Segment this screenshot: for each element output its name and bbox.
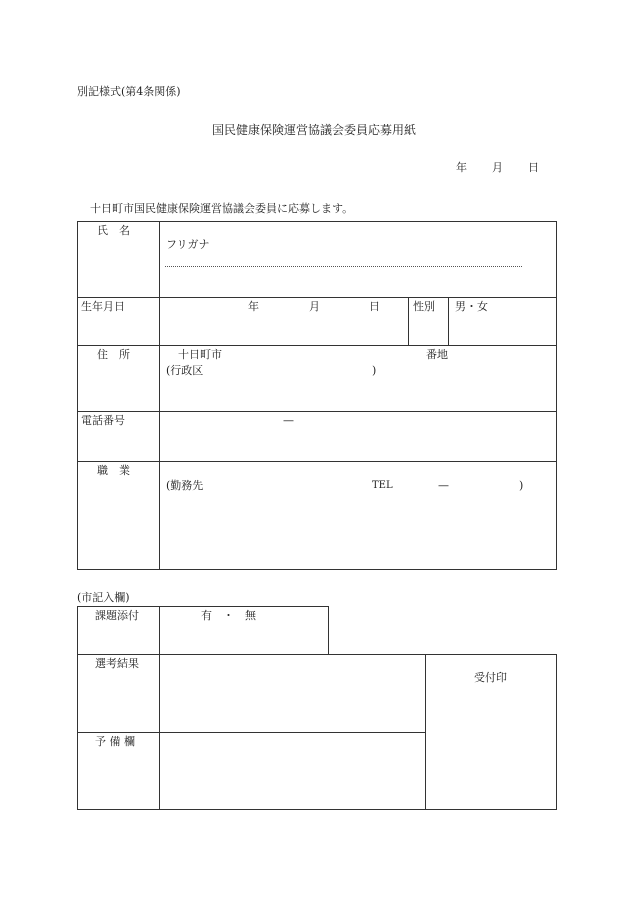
- name-label: 氏 名: [97, 224, 130, 237]
- name-field[interactable]: [165, 270, 550, 294]
- birth-year-label: 年: [248, 300, 259, 313]
- reserve-label: 予 備 欄: [95, 735, 135, 748]
- sex-column-divider: [408, 297, 409, 345]
- workplace-open: (勤務先: [166, 479, 204, 492]
- sex-options[interactable]: 男・女: [455, 300, 488, 313]
- reception-stamp-label: 受付印: [474, 671, 507, 684]
- phone-label: 電話番号: [81, 414, 125, 427]
- birth-month-label: 月: [309, 300, 320, 313]
- selection-result-label: 選考結果: [95, 657, 139, 670]
- ward-close: ): [372, 364, 377, 377]
- application-statement: 十日町市国民健康保険運営協議会委員に応募します。: [90, 202, 354, 215]
- birth-day-label: 日: [369, 300, 380, 313]
- form-title: 国民健康保険運営協議会委員応募用紙: [212, 123, 417, 137]
- address-city: 十日町市: [178, 348, 222, 361]
- label-column-divider: [159, 221, 160, 570]
- birthdate-label: 生年月日: [81, 300, 125, 313]
- date-year-label: 年: [456, 161, 467, 174]
- office-use-heading: (市記入欄): [77, 591, 130, 604]
- work-tel-label: TEL: [372, 480, 393, 491]
- sex-label: 性別: [413, 300, 435, 313]
- address-banchi: 番地: [426, 348, 448, 361]
- row-divider: [77, 345, 557, 346]
- row-divider: [77, 297, 557, 298]
- essay-attachment-label: 課題添付: [95, 609, 139, 622]
- row-divider: [77, 461, 557, 462]
- sex-value-divider: [448, 297, 449, 345]
- ward-open: (行政区: [166, 364, 204, 377]
- phone-dash: —: [283, 414, 294, 427]
- furigana-label: フリガナ: [166, 238, 210, 251]
- date-day-label: 日: [528, 161, 539, 174]
- work-tel-dash: —: [438, 479, 449, 492]
- essay-attachment-options[interactable]: 有 ・ 無: [201, 609, 256, 622]
- office-row-divider: [77, 732, 426, 733]
- essay-label-divider: [159, 606, 160, 655]
- occupation-label: 職 業: [97, 464, 130, 477]
- workplace-close: ): [519, 479, 524, 492]
- form-reference: 別記様式(第4条関係): [77, 85, 181, 98]
- date-month-label: 月: [492, 161, 503, 174]
- furigana-dotted-line: [165, 266, 522, 267]
- address-label: 住 所: [97, 348, 130, 361]
- row-divider: [77, 411, 557, 412]
